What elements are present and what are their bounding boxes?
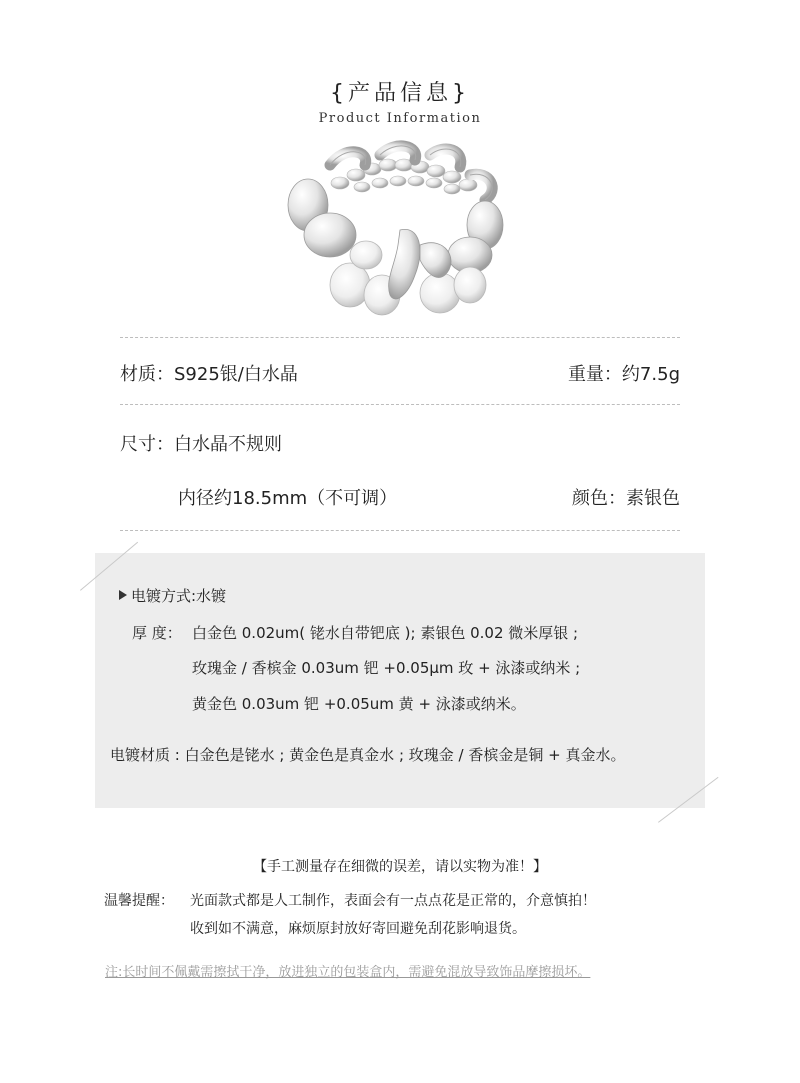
triangle-bullet-icon	[119, 590, 127, 600]
divider	[120, 404, 680, 405]
ring-product-image	[270, 135, 530, 320]
thickness-line-2: 玫瑰金 / 香槟金 0.03um 钯 +0.05μm 玫 + 泳漆或纳米 ;	[192, 659, 581, 677]
divider	[120, 337, 680, 338]
section-subtitle: Product Information	[318, 111, 482, 126]
reminder-label: 温馨提醒：	[104, 893, 174, 909]
size-spec: 尺寸：白水晶不规则	[120, 434, 282, 455]
material-spec: 材质：S925银/白水晶	[120, 364, 298, 385]
inner-diameter-spec: 内径约18.5mm（不可调）	[178, 488, 398, 509]
plating-method	[119, 585, 226, 606]
thickness-line-1: 白金色 0.02um( 铑水自带钯底 ); 素银色 0.02 微米厚银 ;	[192, 624, 579, 642]
section-title: {产品信息}	[330, 81, 470, 106]
plating-method-text: 电镀方式:水镀	[131, 587, 227, 605]
thickness-label: 厚 度：	[132, 624, 182, 642]
care-footnote: 注:长时间不佩戴需擦拭干净，放进独立的包装盒内，需避免混放导致饰品摩擦损坏。	[105, 965, 591, 980]
weight-spec: 重量：约7.5g	[567, 364, 680, 385]
thickness-line-3: 黄金色 0.03um 钯 +0.05um 黄 + 泳漆或纳米。	[192, 695, 526, 713]
plating-info-panel	[95, 553, 705, 808]
plating-material: 电镀材质 : 白金色是铑水 ; 黄金色是真金水 ; 玫瑰金 / 香槟金是铜 + 真金水。	[110, 746, 626, 764]
reminder-line-1: 光面款式都是人工制作，表面会有一点点花是正常的，介意慎拍！	[190, 893, 596, 909]
color-spec: 颜色：素银色	[572, 488, 680, 509]
divider	[120, 530, 680, 531]
measure-notice: 【手工测量存在细微的误差，请以实物为准！】	[253, 859, 547, 875]
reminder-line-2: 收到如不满意，麻烦原封放好寄回避免刮花影响退货。	[190, 921, 526, 937]
